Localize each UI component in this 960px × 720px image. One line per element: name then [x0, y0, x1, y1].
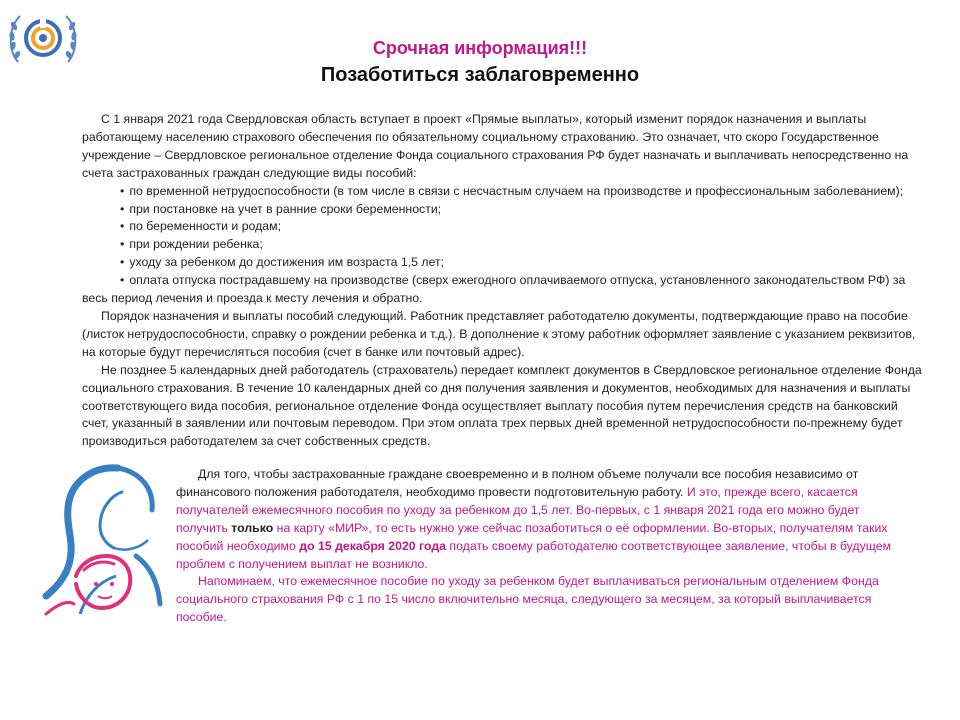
main-text	[82, 111, 924, 451]
mother-child-illustration	[40, 464, 168, 620]
list-item: • уходу за ребенком до достижения им возраста 1,5 лет;	[82, 254, 924, 272]
bullet: •	[120, 255, 125, 270]
list-item: • по временной нетрудоспособности (в том числе в связи с несчастным случаем на производстве и профессиональным заболеванием);	[82, 183, 924, 201]
bullet: •	[120, 201, 125, 216]
list-item: • при рождении ребенка;	[82, 236, 924, 254]
deadline-date: до 15 декабря 2020 года	[299, 538, 446, 553]
bullet: •	[120, 183, 125, 198]
list-item: • при постановке на учет в ранние сроки беременности;	[82, 201, 924, 219]
bullet: •	[120, 273, 125, 288]
mother-child-icon	[40, 464, 168, 620]
benefits-list	[82, 183, 924, 308]
only-emphasis: только	[231, 520, 274, 535]
preparation-text	[176, 466, 894, 627]
intro-paragraph: С 1 января 2021 года Свердловская область вступает в проект «Прямые выплаты», который изменит порядок назначения и выплаты работающему населению страхового обеспечения по обязательному социальному страхованию. Это означает, что скоро Государственное учреждение – Свердловское региональное отделение Фонда социального страхования РФ будет назначать и выплачивать непосредственно на счета застрахованных граждан следующие виды пособий:	[82, 112, 909, 180]
list-item: • оплата отпуска пострадавшему на производстве (сверх ежегодного оплачиваемого отпуска, установленного законодательством РФ) за весь период лечения и проезда к месту лечения и обратно.	[82, 273, 906, 306]
reminder-paragraph: Напоминаем, что ежемесячное пособие по уходу за ребенком будет выплачиваться региональным отделением Фонда социального страхования РФ с 1 по 15 число включительно месяца, следующего за месяцем, за который выплачивается пособие.	[176, 574, 879, 625]
urgent-notice: Срочная информация!!!	[372, 38, 588, 58]
bullet: •	[120, 237, 125, 252]
procedure-paragraph: Порядок назначения и выплаты пособий следующий. Работник представляет работодателю документы, подтверждающие право на пособие (листок нетрудоспособности, справку о рождении ребенка и т.д.). В дополнение к этому работник оформляет заявление с указанием реквизитов, на которые будут перечисляться пособия (счет в банке или почтовый адрес).	[82, 308, 916, 359]
bullet: •	[120, 219, 125, 234]
highlight-text: И это, прежде всего, касается получателей ежемесячного пособия по уходу за ребенком до 1,5 лет. Во-первых, с 1 января 2021 года его можно будет получить	[176, 484, 860, 535]
deadline-paragraph: Не позднее 5 календарных дней работодатель (страхователь) передает комплект документов в Свердловское региональное отделение Фонда социального страхования. В течение 10 календарных дней со дня получения заявления и документов, необходимых для назначения и выплаты соответствующего вида пособия, региональное отделение Фонда осуществляет выплату пособия путем перечисления средств на банковский счет, указанный в заявлении или почтовым переводом. При этом оплата трех первых дней временной нетрудоспособности по-прежнему будет производиться работодателем за счет собственных средств.	[82, 362, 922, 449]
preparation-paragraph: Для того, чтобы застрахованные граждане своевременно и в полном объеме получали все пособия независимо от финансового положения работодателя, необходимо провести подготовительную работу. И это, прежде всего, касается получателей ежемесячного пособия по уходу за ребенком до 1,5 лет. Во-первых, с 1 января 2021 года его можно будет получить только на карту «МИР», то есть нужно уже сейчас позаботиться о её оформлении. Во-вторых, получателям таких пособий необходимо до 15 декабря 2020 года подать своему работодателю соответствующее заявление, чтобы в будущем проблем с получением выплат не возникло.	[176, 467, 892, 571]
page-title: Позаботиться заблаговременно	[320, 64, 640, 86]
list-item: • по беременности и родам;	[82, 218, 924, 236]
